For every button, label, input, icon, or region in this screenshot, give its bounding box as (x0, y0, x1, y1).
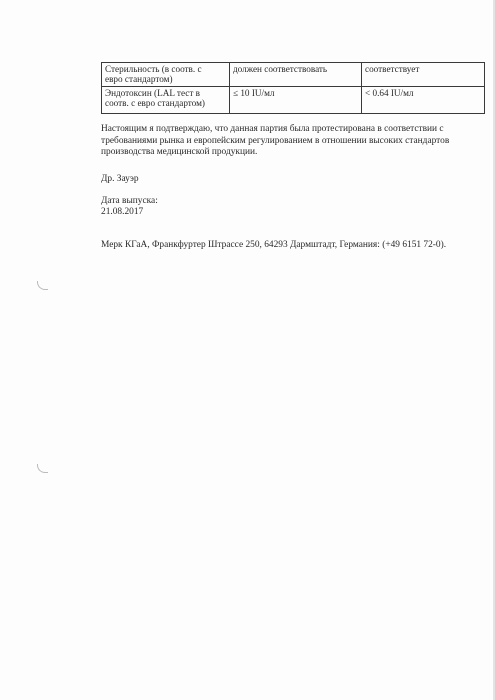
parameter-line: соотв. с евро стандартом) (105, 98, 205, 109)
signer-name: Др. Зауэр (101, 174, 139, 184)
scan-mark (37, 464, 48, 473)
table-row-sterility (102, 63, 485, 87)
result-cell: < 0.64 IU/мл (362, 87, 485, 114)
release-date-label: Дата выпуска: (101, 196, 158, 206)
parameter-cell (102, 87, 230, 114)
requirement-cell: ≤ 10 IU/мл (230, 87, 362, 114)
statement-line: требованиями рынка и европейским регулированием в отношении высоких стандартов (101, 135, 450, 146)
release-date: 21.08.2017 (101, 207, 144, 217)
confirmation-statement (101, 124, 495, 159)
specification-table (101, 62, 485, 114)
scan-mark (37, 281, 48, 290)
result-cell: соответствует (362, 63, 485, 87)
company-address: Мерк КГаА, Франкфуртер Штрассе 250, 64293 Дармштадт, Германия: (+49 6151 72-0). (101, 240, 447, 250)
parameter-line: евро стандартом) (105, 74, 173, 85)
statement-line: производства медицинской продукции. (101, 147, 258, 157)
table-row-endotoxin (102, 87, 485, 114)
parameter-line: Стерильность (в соотв. с (105, 64, 202, 74)
statement-line: Настоящим я подтверждаю, что данная партия была протестирована в соответствии с (101, 124, 444, 134)
parameter-cell (102, 63, 230, 87)
parameter-line: Эндотоксин (LAL тест в (105, 88, 200, 98)
requirement-cell: должен соответствовать (230, 63, 362, 87)
